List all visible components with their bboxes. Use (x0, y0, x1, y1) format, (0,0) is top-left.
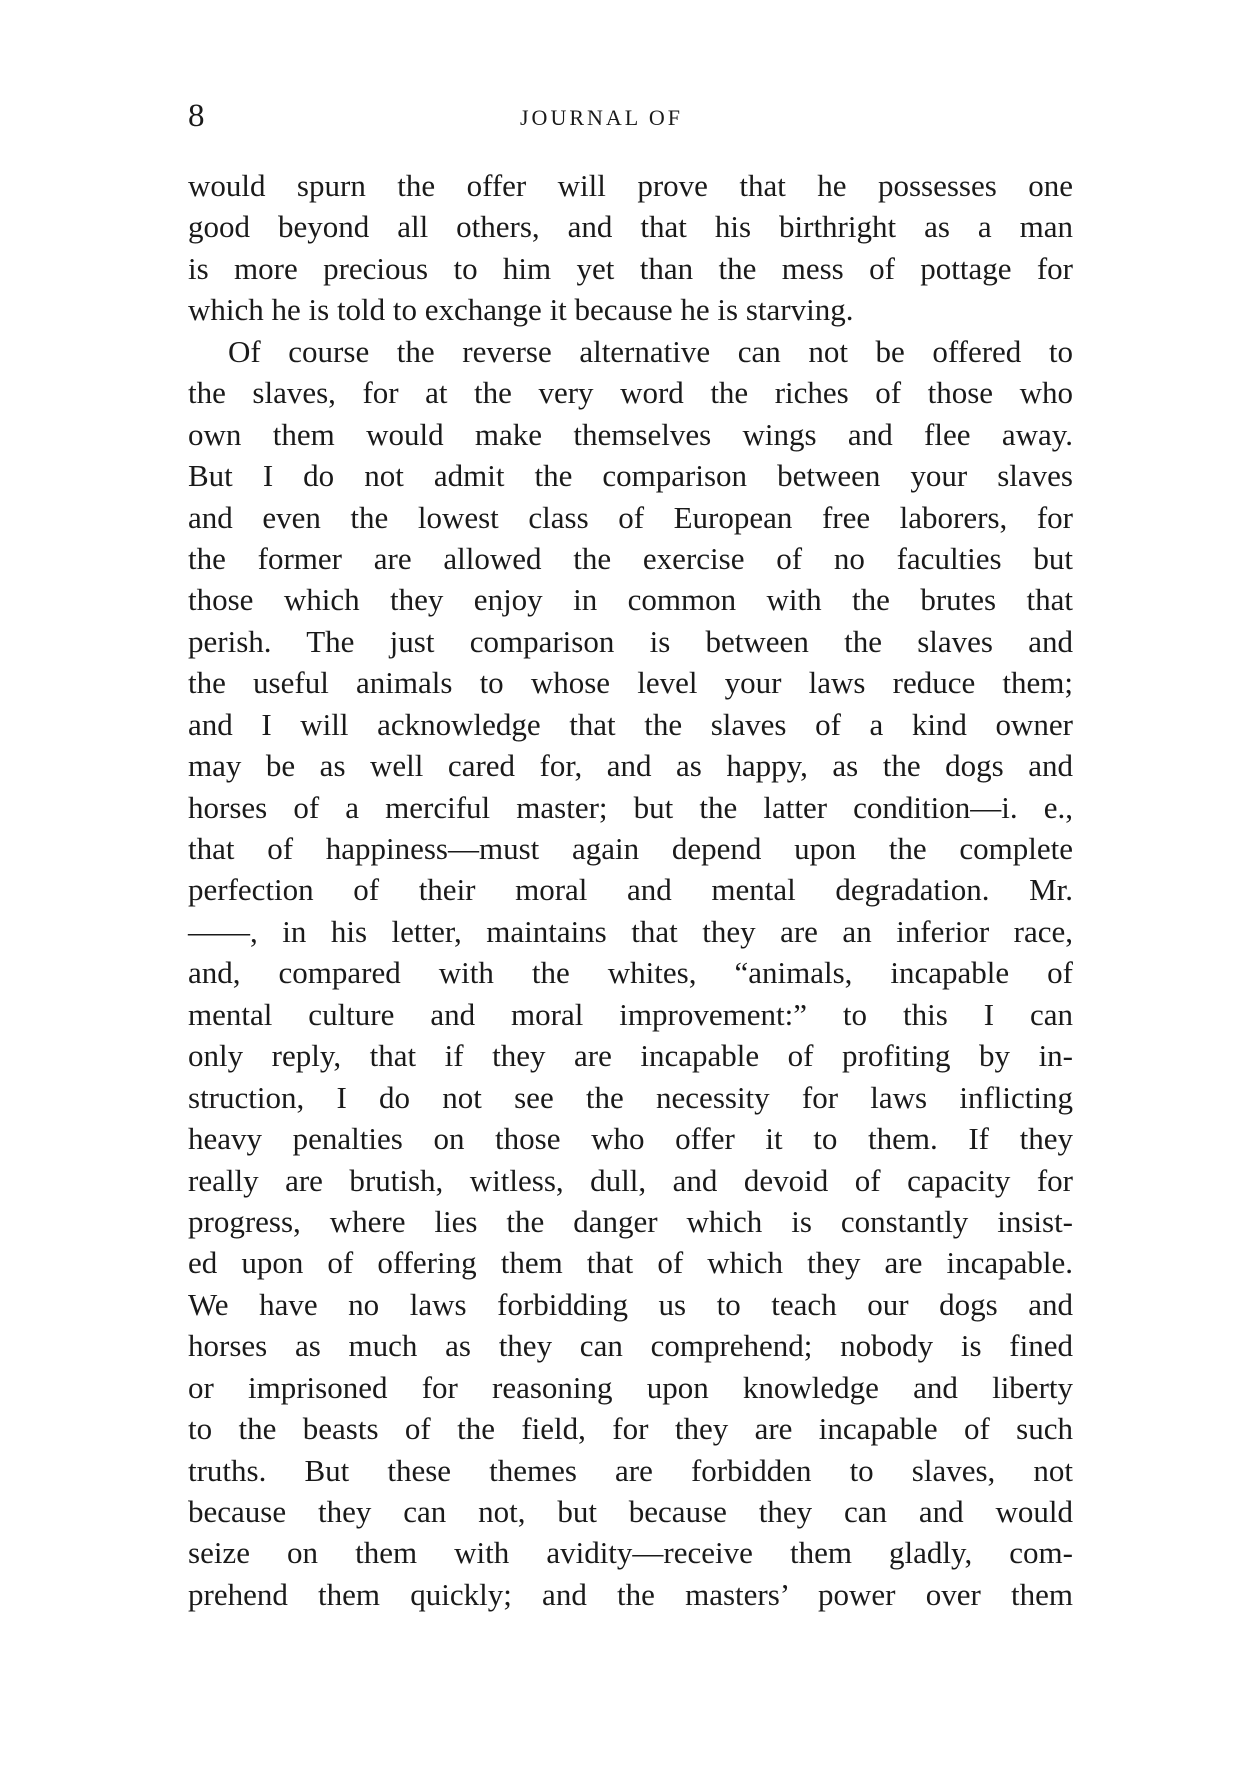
text-line: prehend them quickly; and the masters’ power over them (188, 1576, 1073, 1612)
text-line: We have no laws forbidding us to teach our dogs and (188, 1286, 1073, 1322)
text-line: seize on them with avidity—receive them gladly, com- (188, 1535, 1073, 1571)
text-line: really are brutish, witless, dull, and devoid of capacity for (188, 1162, 1073, 1198)
body-text (188, 165, 1073, 1615)
text-line: mental culture and moral improvement:” to this I can (188, 996, 1073, 1032)
text-line: may be as well cared for, and as happy, as the dogs and (188, 748, 1073, 784)
text-line: perish. The just comparison is between the slaves and (188, 623, 1073, 659)
text-line: ed upon of offering them that of which they are incapable. (188, 1245, 1073, 1281)
text-line: the useful animals to whose level your laws reduce them; (188, 665, 1073, 701)
text-line: the slaves, for at the very word the riches of those who (188, 375, 1073, 411)
text-line: good beyond all others, and that his birthright as a man (188, 209, 1073, 245)
text-line: struction, I do not see the necessity for laws inflicting (188, 1079, 1073, 1115)
text-line: and I will acknowledge that the slaves of a kind owner (188, 706, 1073, 742)
text-line: and, compared with the whites, “animals, incapable of (188, 955, 1073, 991)
text-line: ——, in his letter, maintains that they are an inferior race, (188, 913, 1073, 949)
text-line: would spurn the offer will prove that he possesses one (188, 168, 1073, 203)
running-head: JOURNAL OF (520, 105, 684, 130)
text-line: and even the lowest class of European free laborers, for (188, 499, 1073, 535)
text-line: to the beasts of the field, for they are incapable of such (188, 1411, 1073, 1447)
page-number: 8 (188, 98, 205, 134)
text-line: that of happiness—must again depend upon the complete (188, 831, 1073, 866)
text-line: truths. But these themes are forbidden to slaves, not (188, 1452, 1073, 1488)
text-line: those which they enjoy in common with the brutes that (188, 582, 1073, 618)
text-line: own them would make themselves wings and flee away. (188, 416, 1073, 452)
text-line: But I do not admit the comparison between your slaves (188, 458, 1073, 494)
text-line: heavy penalties on those who offer it to them. If they (188, 1121, 1073, 1157)
text-line: progress, where lies the danger which is constantly insist- (188, 1203, 1073, 1239)
text-line: which he is told to exchange it because he is starving. (188, 292, 854, 328)
text-line: perfection of their moral and mental degradation. Mr. (188, 872, 1073, 908)
text-line: because they can not, but because they can and would (188, 1494, 1073, 1529)
text-line: horses as much as they can comprehend; nobody is fined (188, 1328, 1073, 1364)
paragraph-first-line: Of course the reverse alternative can not be offered to (228, 333, 1073, 369)
text-line: only reply, that if they are incapable of profiting by in- (188, 1038, 1073, 1074)
text-line: or imprisoned for reasoning upon knowledge and liberty (188, 1369, 1073, 1405)
text-line: the former are allowed the exercise of no faculties but (188, 540, 1073, 576)
text-line: is more precious to him yet than the mess of pottage for (188, 250, 1073, 286)
text-line: horses of a merciful master; but the latter condition—i. e., (188, 789, 1073, 825)
